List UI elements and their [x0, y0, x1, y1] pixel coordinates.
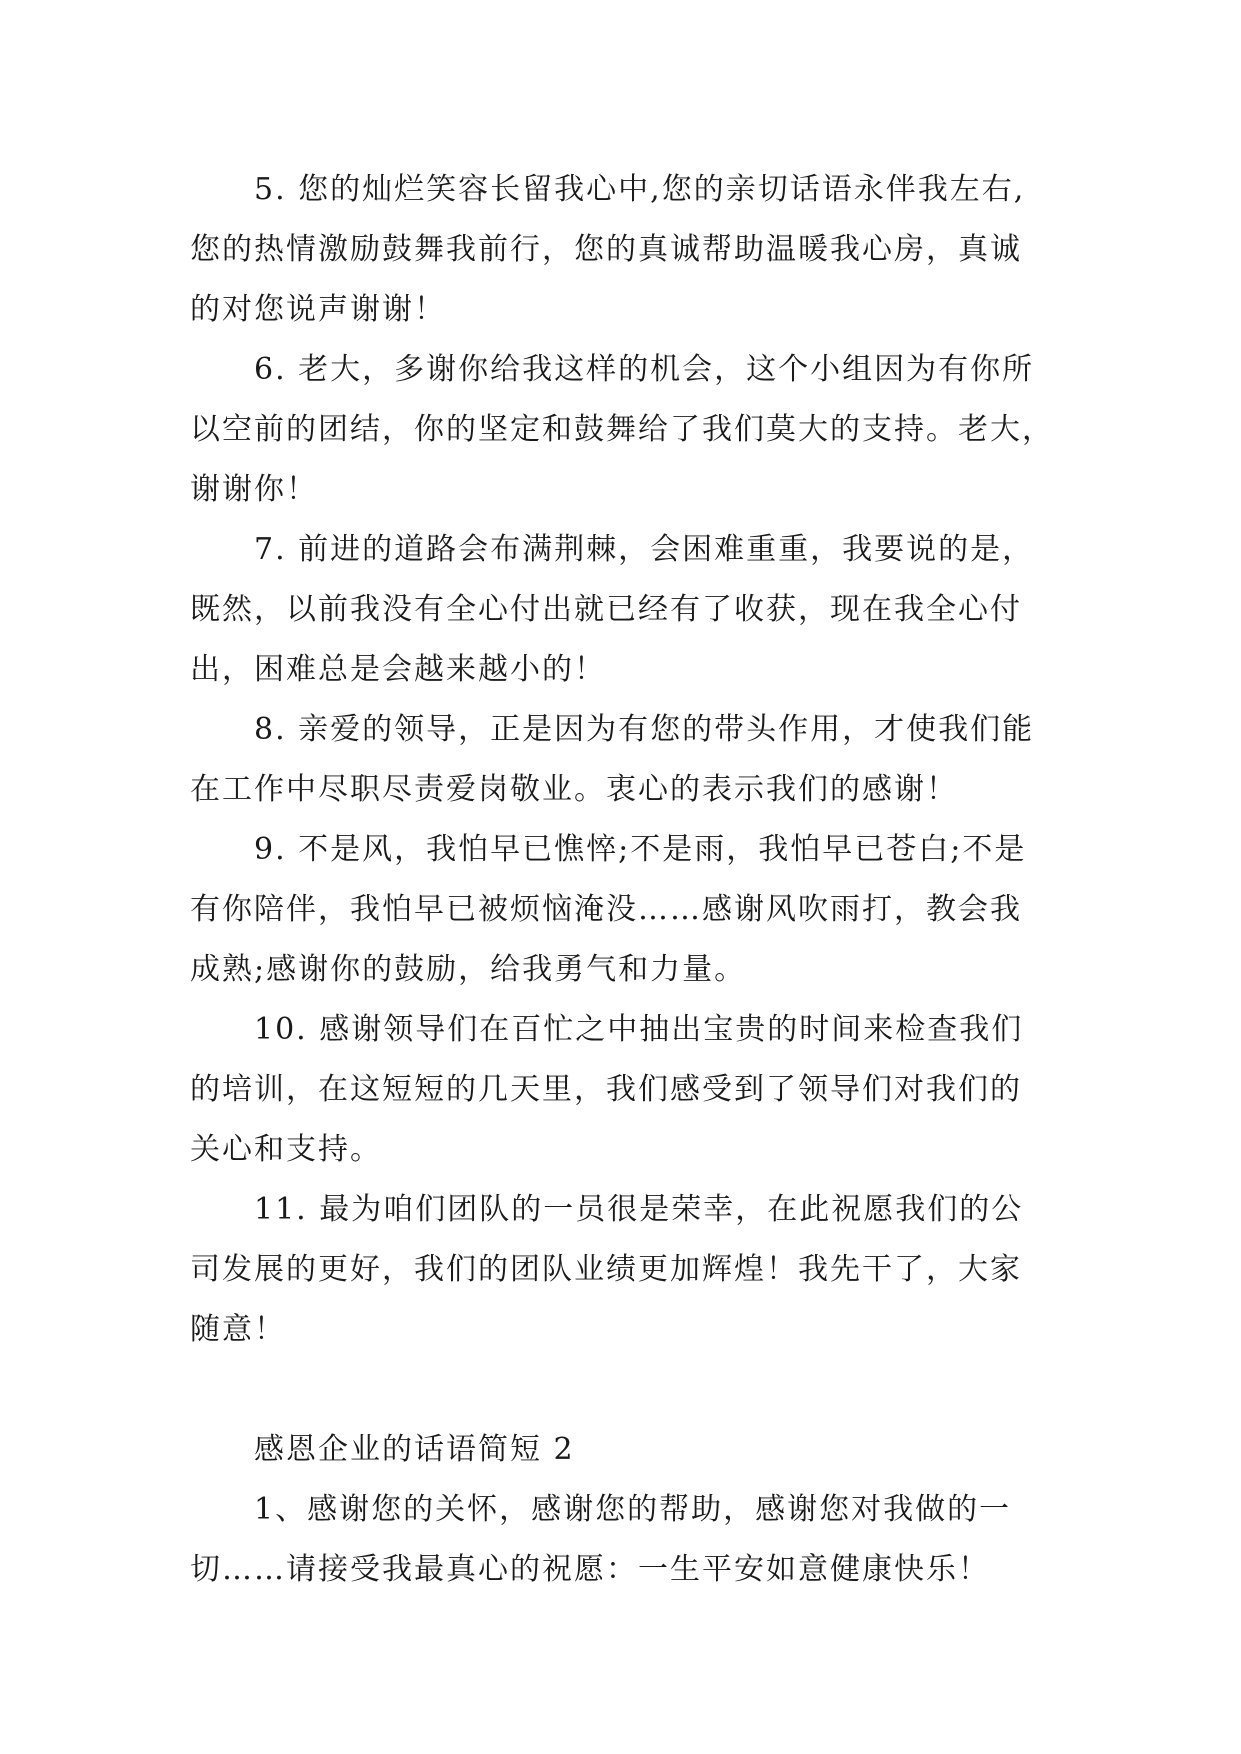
section-gap	[190, 1360, 1060, 1420]
paragraph-line: 7. 前进的道路会布满荆棘，会困难重重，我要说的是，	[254, 532, 1035, 567]
section-title: 感恩企业的话语简短 2	[254, 1432, 575, 1467]
paragraph-line: 出，困难总是会越来越小的！	[190, 652, 606, 687]
paragraph-line: 6. 老大，多谢你给我这样的机会，这个小组因为有你所	[254, 352, 1035, 387]
paragraph-line: 有你陪伴，我怕早已被烦恼淹没……感谢风吹雨打，教会我	[190, 892, 1022, 927]
paragraph-line: 司发展的更好，我们的团队业绩更加辉煌！我先干了，大家	[190, 1252, 1022, 1287]
paragraph-line: 切……请接受我最真心的祝愿：一生平安如意健康快乐！	[190, 1552, 990, 1587]
paragraph-line: 谢谢你！	[190, 472, 318, 507]
paragraph-line: 9. 不是风，我怕早已憔悴;不是雨，我怕早已苍白;不是	[254, 832, 1027, 867]
paragraph-line: 随意！	[190, 1312, 286, 1347]
paragraph-line: 关心和支持。	[190, 1132, 382, 1167]
paragraph-line: 10. 感谢领导们在百忙之中抽出宝贵的时间来检查我们	[254, 1012, 1024, 1047]
paragraph-line: 以空前的团结，你的坚定和鼓舞给了我们莫大的支持。老大，	[190, 412, 1054, 447]
paragraph-line: 您的热情激励鼓舞我前行，您的真诚帮助温暖我心房，真诚	[190, 232, 1022, 267]
paragraph-line: 成熟;感谢你的鼓励，给我勇气和力量。	[190, 952, 747, 987]
paragraph-line: 5. 您的灿烂笑容长留我心中,您的亲切话语永伴我左右,	[254, 172, 1026, 207]
paragraph-line: 11. 最为咱们团队的一员很是荣幸，在此祝愿我们的公	[254, 1192, 1024, 1227]
paragraph-line: 在工作中尽职尽责爱岗敬业。衷心的表示我们的感谢！	[190, 772, 958, 807]
paragraph-line: 的培训，在这短短的几天里，我们感受到了领导们对我们的	[190, 1072, 1022, 1107]
paragraph-line: 的对您说声谢谢！	[190, 292, 446, 327]
paragraph-line: 1、感谢您的关怀，感谢您的帮助，感谢您对我做的一	[254, 1492, 1012, 1527]
paragraph-line: 8. 亲爱的领导，正是因为有您的带头作用，才使我们能	[254, 712, 1035, 747]
document-body	[190, 160, 1060, 1600]
paragraph-line: 既然，以前我没有全心付出就已经有了收获，现在我全心付	[190, 592, 1022, 627]
